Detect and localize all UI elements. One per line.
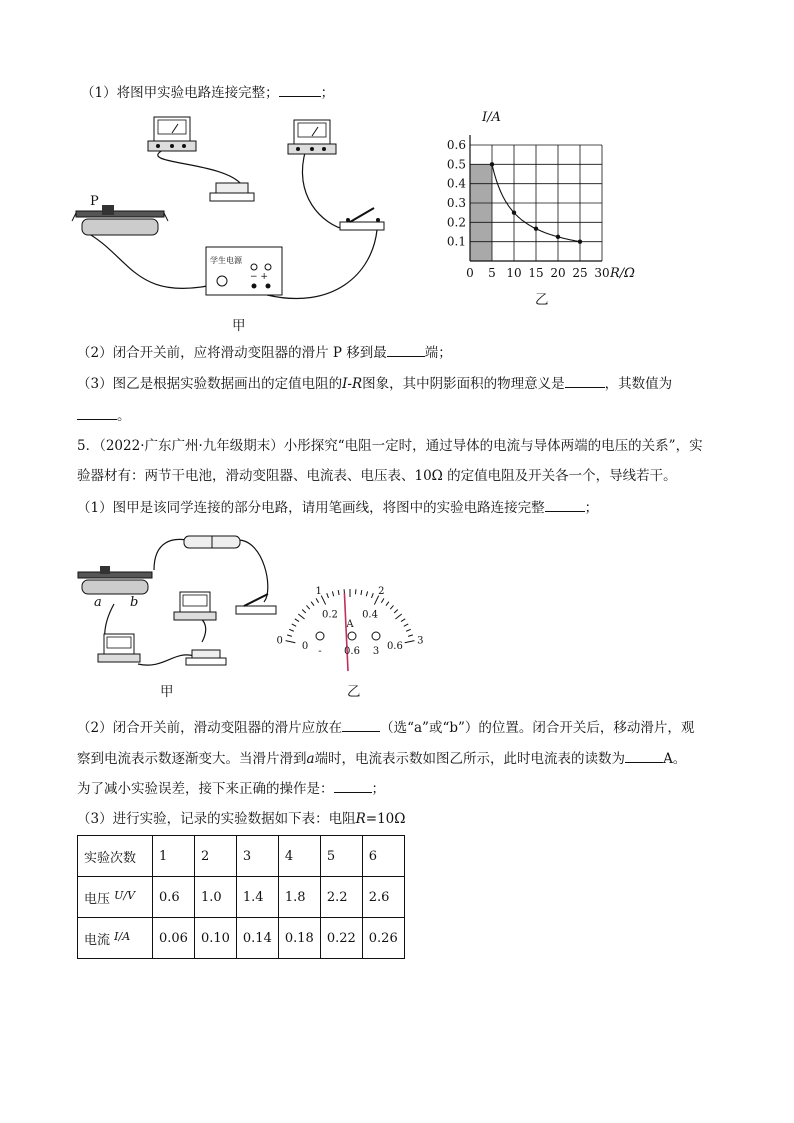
- dial-tick: [289, 629, 294, 631]
- answer-blank[interactable]: [77, 405, 117, 420]
- resistor-icon: [186, 650, 226, 665]
- y-tick-label: 0.1: [446, 234, 466, 249]
- answer-blank[interactable]: [279, 82, 321, 97]
- q4-part2: （2）闭合开关前，应将滑动变阻器的滑片 P 移到最 端；: [77, 342, 452, 363]
- rheostat-icon: [72, 194, 168, 235]
- resistor-icon: [210, 183, 254, 201]
- dial-tick: [295, 619, 299, 622]
- dial-tick: [306, 605, 309, 609]
- x-axis-label: R/Ω: [610, 266, 635, 281]
- table-cell: 4: [278, 836, 320, 877]
- q4-fig-jia-caption: 甲: [232, 318, 246, 334]
- dial-tick: [401, 619, 405, 622]
- table-row-label: 电流 $^{I/A}$: [78, 918, 153, 959]
- table-header-label: 实验次数: [78, 836, 153, 877]
- data-point: [578, 239, 582, 243]
- q5-fig-yi-caption: 乙: [347, 684, 361, 700]
- table-row: [78, 877, 405, 918]
- dial-tick: [327, 593, 329, 598]
- y-tick-label: 0.4: [446, 176, 466, 191]
- switch-icon: [236, 594, 276, 614]
- power-terminal-signs: − +: [250, 272, 268, 282]
- dial-tick: [390, 605, 393, 609]
- dial-tick: [311, 602, 314, 606]
- table-cell: 1: [153, 836, 195, 877]
- answer-blank[interactable]: [342, 717, 380, 732]
- dial-tick: [366, 591, 367, 596]
- dial-bottom-scale-label: 0: [301, 640, 309, 652]
- q5-fig-jia-caption: 甲: [160, 684, 174, 700]
- dial-tick: [298, 614, 304, 619]
- table-cell: 2: [194, 836, 236, 877]
- dial-tick: [316, 598, 319, 602]
- dial-tick: [332, 591, 333, 596]
- q5-data-table: [77, 835, 405, 959]
- slider-p-label: P: [90, 194, 99, 209]
- table-row: [78, 918, 405, 959]
- terminal-a-label: a: [94, 595, 102, 610]
- dial-top-scale-label: 2: [378, 586, 385, 598]
- dial-tick: [394, 610, 398, 613]
- dial-tick: [302, 610, 306, 613]
- dial-tick: [381, 598, 384, 602]
- table-cell: 2.6: [362, 877, 404, 918]
- dial-top-scale-label: 3: [417, 635, 424, 647]
- data-point: [556, 235, 560, 239]
- data-point: [490, 162, 494, 166]
- ammeter-icon: [98, 634, 140, 662]
- table-header-row: [78, 836, 405, 877]
- x-tick-label: 5: [488, 266, 496, 280]
- y-axis-label: I/A: [482, 110, 501, 125]
- dial-top-scale-label: 1: [315, 586, 322, 598]
- q4-part3-cont: 。: [77, 405, 131, 426]
- dial-tick: [286, 641, 296, 643]
- dial-tick: [408, 635, 413, 637]
- q4-fig-yi-caption: 乙: [535, 292, 549, 308]
- terminal-b-label: b: [130, 595, 139, 610]
- table-cell: 5: [320, 836, 362, 877]
- dial-tick: [405, 641, 415, 643]
- terminal-label: 0.6: [344, 646, 360, 657]
- table-row-label: 电压 $^{U/V}$: [78, 877, 153, 918]
- terminal-label: 3: [372, 646, 380, 657]
- voltmeter-icon: [148, 117, 196, 151]
- q5-heading: 5．（2022·广东广州·九年级期末）小彤探究“电阻一定时，通过导体的电流与导体两端的电压的关系”，实: [77, 438, 703, 454]
- dial-bottom-scale-label: 0.4: [362, 609, 378, 621]
- answer-blank[interactable]: [334, 778, 372, 793]
- power-supply-label: 学生电源: [210, 256, 242, 265]
- battery-icon: [184, 536, 240, 548]
- q5-part2-cont2: 为了减小实验误差，接下来正确的操作是： ；: [77, 778, 385, 799]
- table-cell: 1.0: [194, 877, 236, 918]
- x-tick-label: 0: [466, 266, 474, 280]
- x-tick-label: 20: [550, 266, 566, 280]
- dial-unit-label: A: [346, 619, 354, 630]
- dial-tick: [287, 635, 292, 637]
- q5-heading-cont: 验器材有：两节干电池，滑动变阻器、电流表、电压表、10Ω 的定值电阻及开关各一个，导线若干。: [77, 468, 677, 484]
- data-point: [512, 210, 516, 214]
- table-cell: 0.10: [194, 918, 236, 959]
- x-tick-label: 15: [528, 266, 544, 280]
- q4-circuit-figure-right: [270, 110, 390, 240]
- y-tick-label: 0.6: [446, 138, 466, 152]
- table-cell: 1.8: [278, 877, 320, 918]
- table-cell: 0.18: [278, 918, 320, 959]
- dial-tick: [395, 614, 401, 619]
- q5-part2-cont: 察到电流表示数逐渐变大。当滑片滑到a端时，电流表示数如图乙所示，此时电流表的读数为 A。: [77, 748, 686, 769]
- answer-blank[interactable]: [387, 342, 425, 357]
- terminal-circle: [372, 632, 380, 640]
- dial-bottom-scale-label: 0.6: [386, 640, 403, 652]
- dial-tick: [292, 624, 296, 626]
- voltmeter-icon: [174, 592, 216, 620]
- dial-tick: [404, 624, 408, 626]
- y-tick-label: 0.2: [446, 215, 466, 230]
- y-tick-label: 0.3: [446, 196, 466, 210]
- answer-blank[interactable]: [545, 497, 585, 512]
- table-cell: 0.6: [153, 877, 195, 918]
- dial-tick: [361, 590, 362, 595]
- dial-tick: [338, 590, 339, 595]
- table-cell: 6: [362, 836, 404, 877]
- ammeter-icon: [288, 120, 336, 154]
- data-point: [534, 227, 538, 231]
- y-tick-label: 0.5: [446, 157, 466, 172]
- table-cell: 3: [236, 836, 278, 877]
- terminal-circle: [316, 632, 324, 640]
- terminal-label: -: [318, 646, 322, 657]
- q5-ammeter-terminals: [310, 630, 400, 658]
- dial-tick: [406, 629, 411, 631]
- q5-part3: （3）进行实验，记录的实验数据如下表：电阻R=10Ω: [77, 811, 406, 827]
- x-tick-label: 10: [506, 266, 522, 280]
- table-cell: 0.26: [362, 918, 404, 959]
- table-cell: 0.22: [320, 918, 362, 959]
- answer-blank[interactable]: [565, 373, 605, 388]
- terminal-circle: [348, 632, 356, 640]
- q4-part3: （3）图乙是根据实验数据画出的定值电阻的I-R图象，其中阴影面积的物理意义是 ，其数值为: [77, 373, 672, 394]
- dial-tick: [386, 602, 389, 606]
- dial-tick: [372, 593, 374, 598]
- shaded-area: [470, 164, 492, 261]
- table-cell: 2.2: [320, 877, 362, 918]
- switch-icon: [340, 208, 384, 230]
- q5-part1: （1）图甲是该同学连接的部分电路，请用笔画线，将图中的实验电路连接完整 ；: [77, 497, 598, 518]
- table-cell: 1.4: [236, 877, 278, 918]
- x-tick-label: 25: [572, 266, 588, 280]
- rheostat-icon: [78, 566, 152, 610]
- q4-ir-chart: [440, 105, 640, 305]
- q5-part2: （2）闭合开关前，滑动变阻器的滑片应放在 （选“a”或“b”）的位置。闭合开关后，移动滑片，观: [77, 717, 694, 738]
- q5-circuit-figure: [74, 530, 284, 680]
- table-cell: 0.14: [236, 918, 278, 959]
- dial-top-scale-label: 0: [276, 635, 283, 647]
- power-supply-icon: [206, 247, 282, 295]
- table-cell: 0.06: [153, 918, 195, 959]
- dial-tick: [321, 596, 325, 605]
- answer-blank[interactable]: [625, 748, 663, 763]
- dial-bottom-scale-label: 0.2: [322, 609, 338, 621]
- q4-part1: （1）将图甲实验电路连接完整； ；: [81, 82, 334, 103]
- x-tick-label: 30: [594, 266, 610, 280]
